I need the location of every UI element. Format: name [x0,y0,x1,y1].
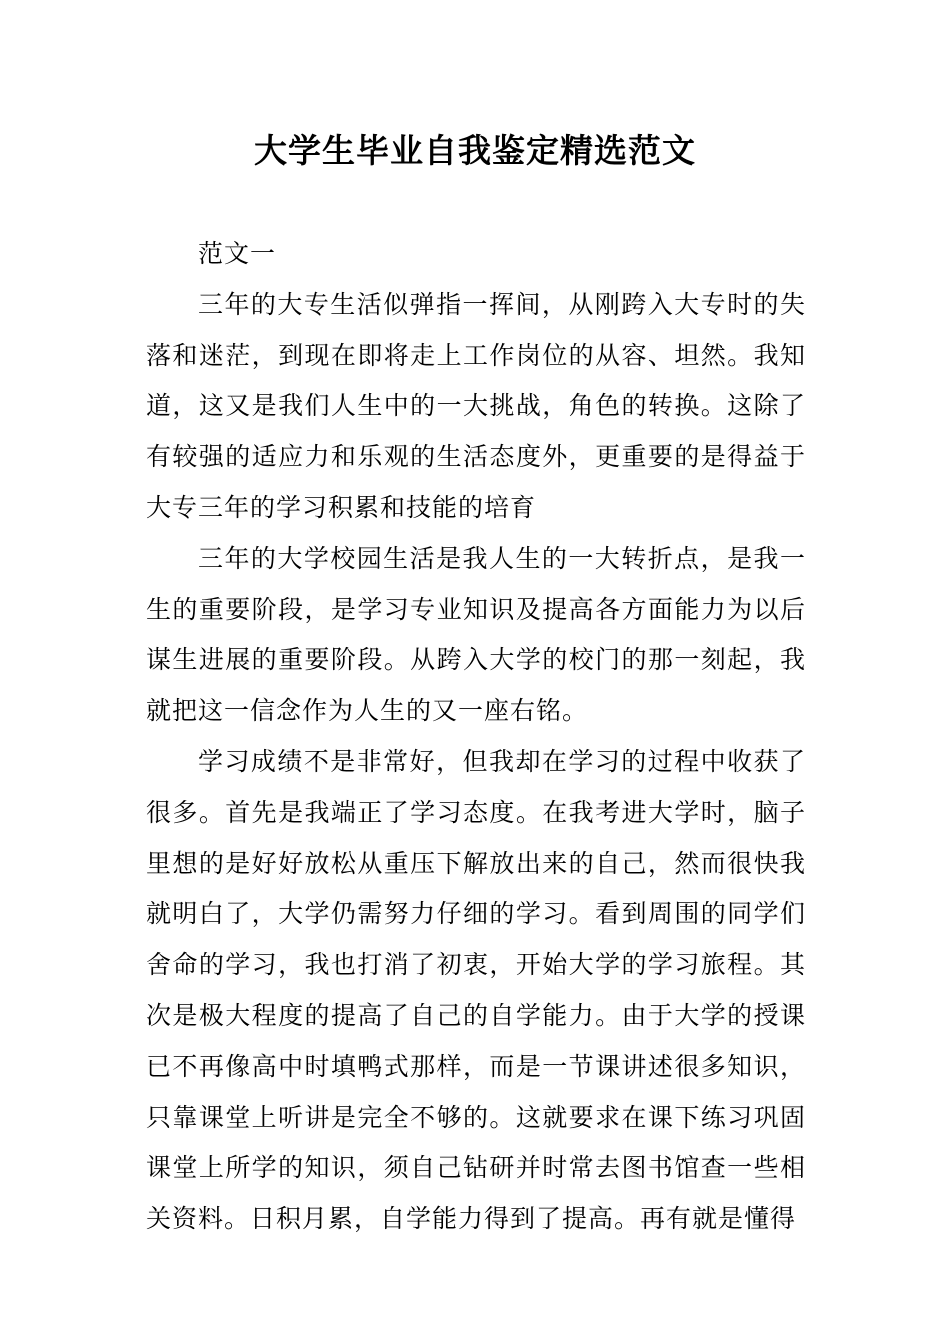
paragraph: 三年的大专生活似弹指一挥间，从刚跨入大专时的失落和迷茫，到现在即将走上工作岗位的从容、坦然。我知道，这又是我们人生中的一大挑战，角色的转换。这除了有较强的适应力和乐观的生活态度外，更重要的是得益于大专三年的学习积累和技能的培育 [146,289,806,522]
document-title: 大学生毕业自我鉴定精选范文 [254,131,696,170]
document-body [146,229,806,1245]
paragraph: 三年的大学校园生活是我人生的一大转折点，是我一生的重要阶段，是学习专业知识及提高各方面能力为以后谋生进展的重要阶段。从跨入大学的校门的那一刻起，我就把这一信念作为人生的又一座右铭。 [146,543,806,726]
paragraph: 学习成绩不是非常好，但我却在学习的过程中收获了很多。首先是我端正了学习态度。在我考进大学时，脑子里想的是好好放松从重压下解放出来的自己，然而很快我就明白了，大学仍需努力仔细的学习。看到周围的同学们舍命的学习，我也打消了初衷，开始大学的学习旅程。其次是极大程度的提高了自己的自学能力。由于大学的授课已不再像高中时填鸭式那样，而是一节课讲述很多知识，只靠课堂上听讲是完全不够的。这就要求在课下练习巩固课堂上所学的知识，须自己钻研并时常去图书馆查一些相关资料。日积月累，自学能力得到了提高。再有就是懂得 [146,746,806,1234]
section-label: 范文一 [198,239,277,268]
